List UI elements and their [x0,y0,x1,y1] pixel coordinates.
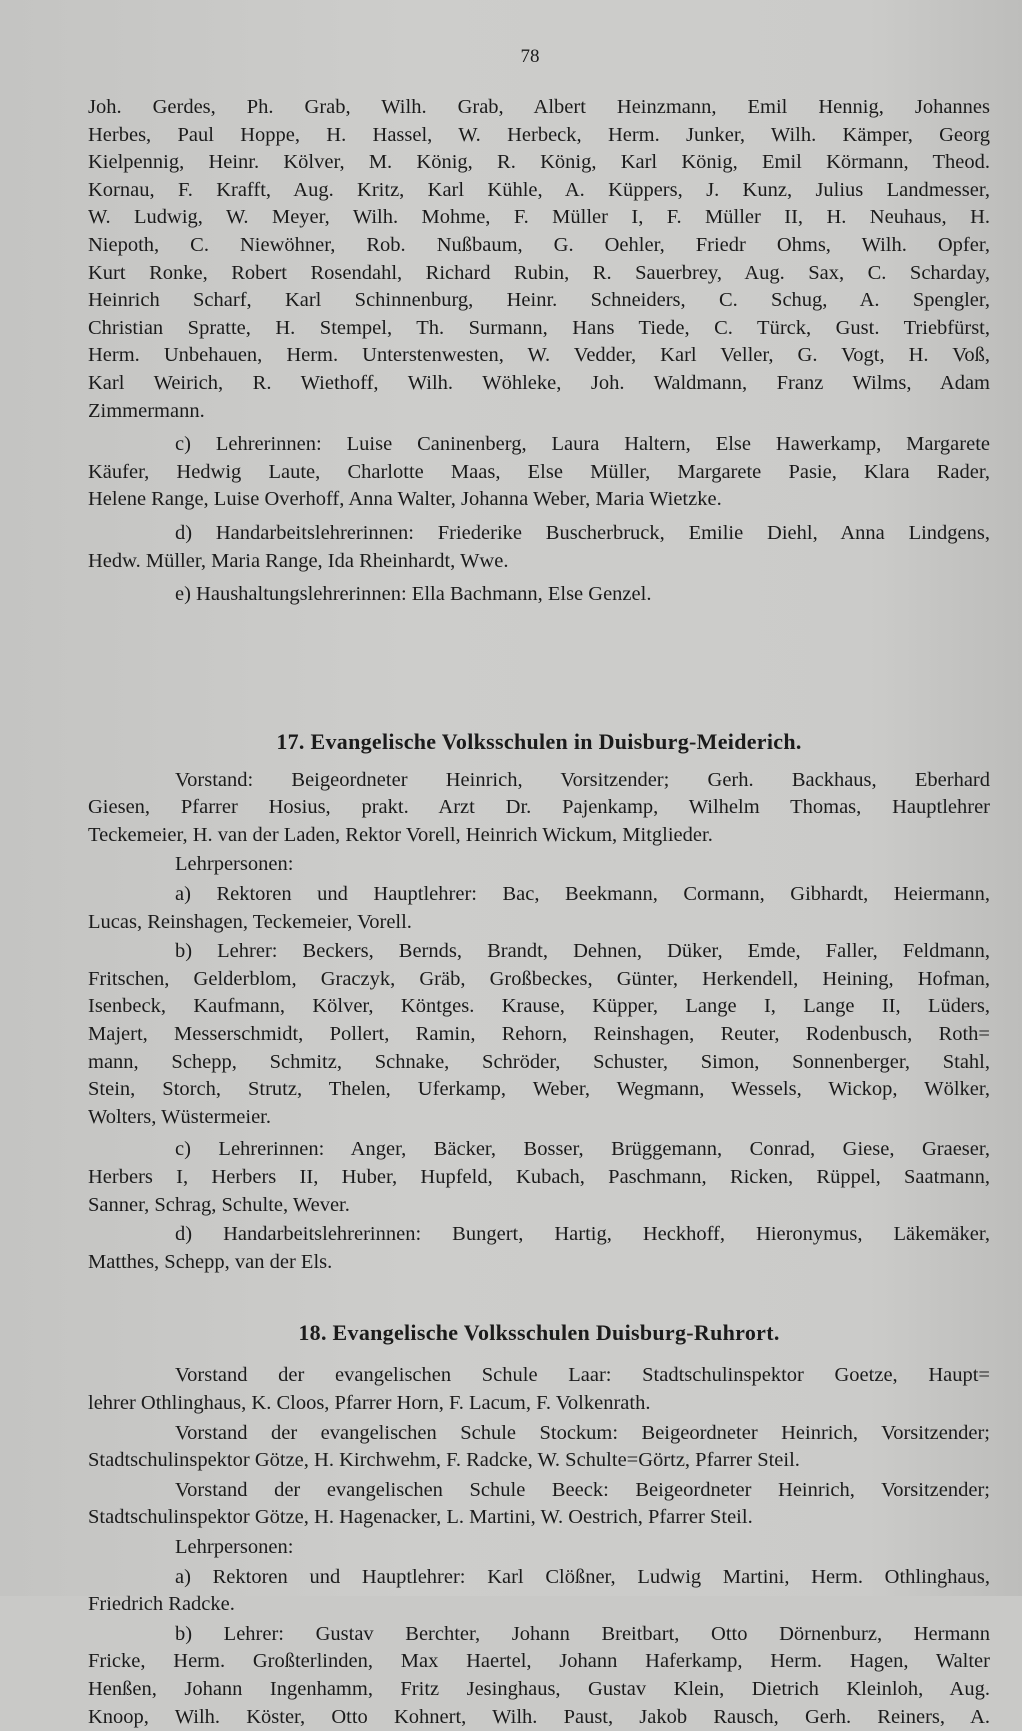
page-number: 78 [0,46,1022,68]
paragraph [88,767,990,850]
text-line: d) Handarbeitslehrerinnen: Friederike Buscherbruck, Emilie Diehl, Anna Lindgens, [88,520,990,548]
text-line: d) Handarbeitslehrerinnen: Bungert, Hartig, Heckhoff, Hieronymus, Läkemäker, [88,1221,990,1249]
text-line: Christian Spratte, H. Stempel, Th. Surmann, Hans Tiede, C. Türck, Gust. Triebfürst, [88,315,990,343]
text-line: Käufer, Hedwig Laute, Charlotte Maas, Else Müller, Margarete Pasie, Klara Rader, [88,459,990,487]
text-line: Kornau, F. Krafft, Aug. Kritz, Karl Kühle, A. Küppers, J. Kunz, Julius Landmesser, [88,177,990,205]
text-line: Friedrich Radcke. [88,1591,990,1619]
text-line: Henßen, Johann Ingenhamm, Fritz Jesinghaus, Gustav Klein, Dietrich Kleinloh, Aug. [88,1676,990,1704]
text-line: Vorstand der evangelischen Schule Beeck: Beigeordneter Heinrich, Vorsitzender; [88,1477,990,1505]
paragraph [88,881,990,936]
text-line: Vorstand der evangelischen Schule Laar: Stadtschulinspektor Goetze, Haupt= [88,1362,990,1390]
paragraph [88,1136,990,1219]
paragraph [88,851,990,879]
text-line: Herbers I, Herbers II, Huber, Hupfeld, Kubach, Paschmann, Ricken, Rüppel, Saatmann, [88,1164,990,1192]
text-line: c) Lehrerinnen: Luise Caninenberg, Laura Haltern, Else Hawerkamp, Margarete [88,431,990,459]
text-line: Niepoth, C. Niewöhner, Rob. Nußbaum, G. Oehler, Friedr Ohms, Wilh. Opfer, [88,232,990,260]
paragraph [88,1621,990,1731]
text-line: Stadtschulinspektor Götze, H. Kirchwehm, F. Radcke, W. Schulte=Görtz, Pfarrer Steil. [88,1447,990,1475]
section-heading [88,1318,990,1348]
text-line: Knoop, Wilh. Köster, Otto Kohnert, Wilh. Paust, Jakob Rausch, Gerh. Reiners, A. [88,1704,990,1731]
text-line: e) Haushaltungslehrerinnen: Ella Bachmann, Else Genzel. [88,581,990,609]
text-line: b) Lehrer: Beckers, Bernds, Brandt, Dehnen, Düker, Emde, Faller, Feldmann, [88,938,990,966]
text-line: Herm. Unbehauen, Herm. Unterstenwesten, W. Vedder, Karl Veller, G. Vogt, H. Voß, [88,342,990,370]
text-line: mann, Schepp, Schmitz, Schnake, Schröder, Schuster, Simon, Sonnenberger, Stahl, [88,1049,990,1077]
text-line: Kielpennig, Heinr. Kölver, M. König, R. König, Karl König, Emil Körmann, Theod. [88,149,990,177]
paragraph [88,520,990,575]
paragraph [88,1221,990,1276]
text-line: Helene Range, Luise Overhoff, Anna Walter, Johanna Weber, Maria Wietzke. [88,486,990,514]
paragraph [88,938,990,1131]
section-heading [88,727,990,757]
paragraph [88,431,990,514]
text-line: Sanner, Schrag, Schulte, Wever. [88,1192,990,1220]
text-line: c) Lehrerinnen: Anger, Bäcker, Bosser, Brüggemann, Conrad, Giese, Graeser, [88,1136,990,1164]
text-line: lehrer Othlinghaus, K. Cloos, Pfarrer Horn, F. Lacum, F. Volkenrath. [88,1390,990,1418]
text-line: Heinrich Scharf, Karl Schinnenburg, Heinr. Schneiders, C. Schug, A. Spengler, [88,287,990,315]
text-line: Kurt Ronke, Robert Rosendahl, Richard Rubin, R. Sauerbrey, Aug. Sax, C. Scharday, [88,260,990,288]
text-line: Fricke, Herm. Großterlinden, Max Haertel, Johann Haferkamp, Herm. Hagen, Walter [88,1648,990,1676]
text-line: b) Lehrer: Gustav Berchter, Johann Breitbart, Otto Dörnenburz, Hermann [88,1621,990,1649]
text-line: Joh. Gerdes, Ph. Grab, Wilh. Grab, Albert Heinzmann, Emil Hennig, Johannes [88,94,990,122]
text-line: Vorstand der evangelischen Schule Stockum: Beigeordneter Heinrich, Vorsitzender; [88,1420,990,1448]
text-line: Giesen, Pfarrer Hosius, prakt. Arzt Dr. Pajenkamp, Wilhelm Thomas, Hauptlehrer [88,794,990,822]
heading-text: 18. Evangelische Volksschulen Duisburg-Ruhrort. [88,1318,990,1348]
text-line: Herbes, Paul Hoppe, H. Hassel, W. Herbeck, Herm. Junker, Wilh. Kämper, Georg [88,122,990,150]
paragraph [88,1420,990,1475]
text-line: Lucas, Reinshagen, Teckemeier, Vorell. [88,909,990,937]
paragraph [88,94,990,425]
text-line: Majert, Messerschmidt, Pollert, Ramin, Rehorn, Reinshagen, Reuter, Rodenbusch, Roth= [88,1021,990,1049]
text-line: Hedw. Müller, Maria Range, Ida Rheinhardt, Wwe. [88,548,990,576]
page-body [88,90,990,1731]
text-line: Stein, Storch, Strutz, Thelen, Uferkamp, Weber, Wegmann, Wessels, Wickop, Wölker, [88,1076,990,1104]
text-line: Karl Weirich, R. Wiethoff, Wilh. Wöhleke, Joh. Waldmann, Franz Wilms, Adam [88,370,990,398]
text-line: Lehrpersonen: [88,1534,990,1562]
text-line: Isenbeck, Kaufmann, Kölver, Köntges. Krause, Küpper, Lange I, Lange II, Lüders, [88,993,990,1021]
paragraph [88,1534,990,1562]
paragraph [88,581,990,609]
text-line: Lehrpersonen: [88,851,990,879]
paragraph [88,1362,990,1417]
text-line: Vorstand: Beigeordneter Heinrich, Vorsitzender; Gerh. Backhaus, Eberhard [88,767,990,795]
text-line: Wolters, Wüstermeier. [88,1104,990,1132]
text-line: Matthes, Schepp, van der Els. [88,1249,990,1277]
text-line: a) Rektoren und Hauptlehrer: Karl Clößner, Ludwig Martini, Herm. Othlinghaus, [88,1564,990,1592]
paragraph [88,1564,990,1619]
heading-text: 17. Evangelische Volksschulen in Duisburg-Meiderich. [88,727,990,757]
paragraph [88,1477,990,1532]
text-line: Fritschen, Gelderblom, Graczyk, Gräb, Großbeckes, Günter, Herkendell, Heining, Hofman, [88,966,990,994]
text-line: W. Ludwig, W. Meyer, Wilh. Mohme, F. Müller I, F. Müller II, H. Neuhaus, H. [88,204,990,232]
text-line: Zimmermann. [88,398,990,426]
text-line: Stadtschulinspektor Götze, H. Hagenacker, L. Martini, W. Oestrich, Pfarrer Steil. [88,1504,990,1532]
text-line: a) Rektoren und Hauptlehrer: Bac, Beekmann, Cormann, Gibhardt, Heiermann, [88,881,990,909]
text-line: Teckemeier, H. van der Laden, Rektor Vorell, Heinrich Wickum, Mitglieder. [88,822,990,850]
